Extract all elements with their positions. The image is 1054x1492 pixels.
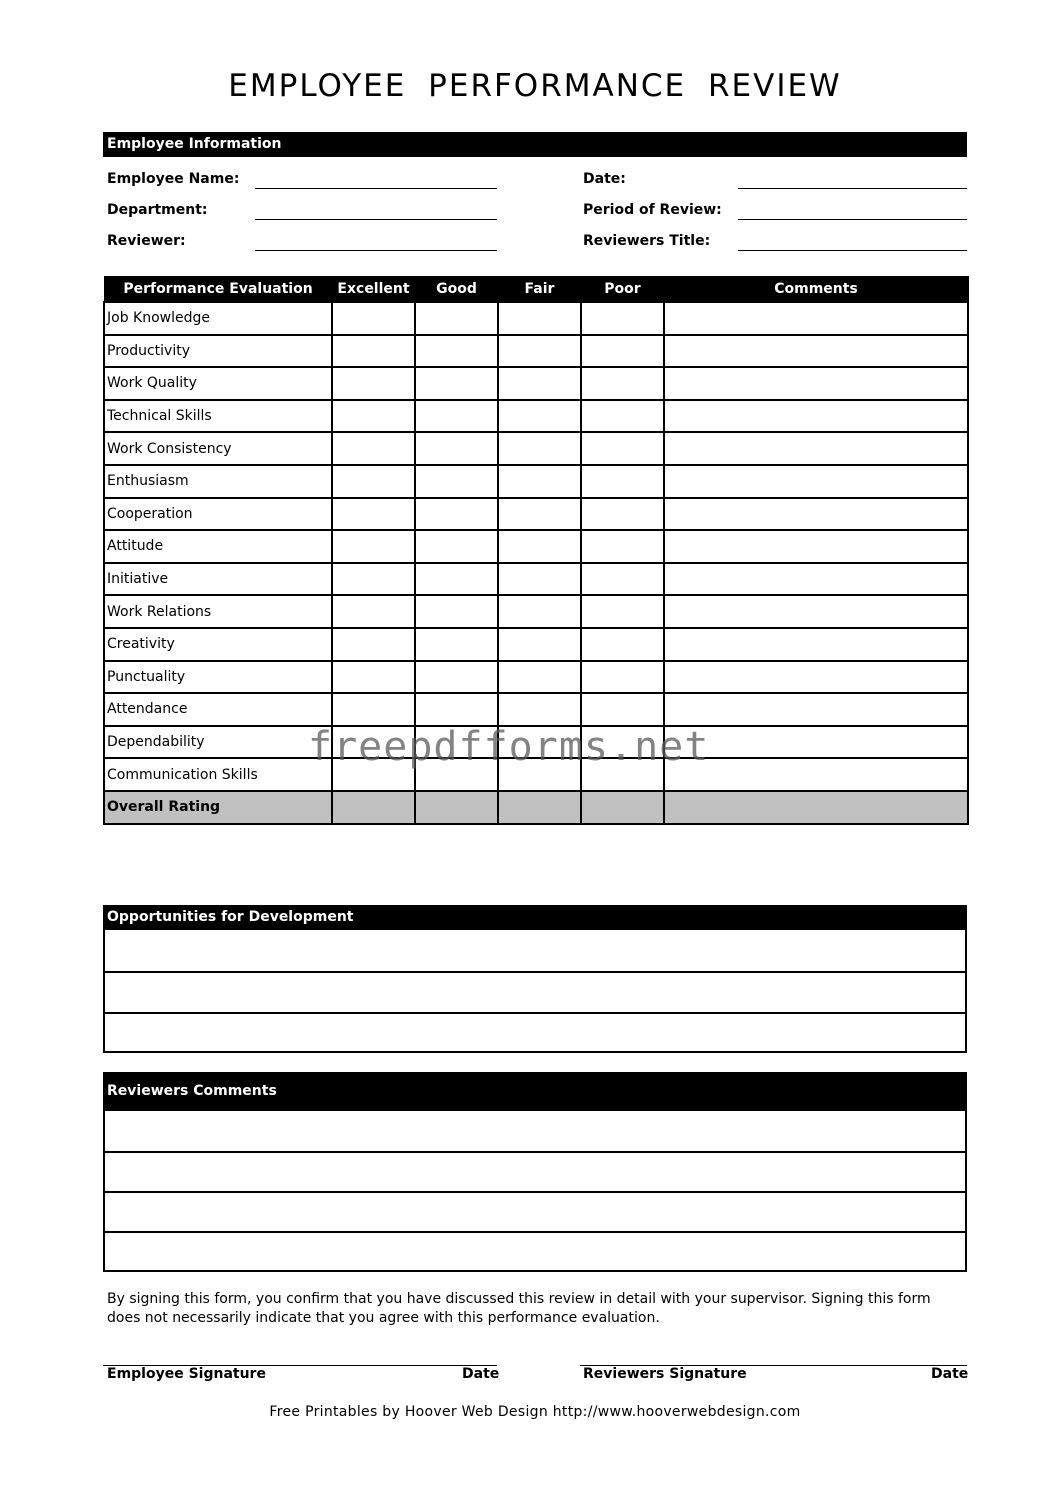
comments-cell[interactable] <box>664 367 968 400</box>
criterion-label: Attitude <box>104 530 332 563</box>
table-row <box>104 693 968 726</box>
comments-cell[interactable] <box>664 661 968 694</box>
header-poor: Poor <box>581 277 664 303</box>
excellent-cell[interactable] <box>332 791 415 824</box>
poor-cell[interactable] <box>581 791 664 824</box>
fair-cell[interactable] <box>498 791 581 824</box>
excellent-cell[interactable] <box>332 530 415 563</box>
reviewer-signature-label: Reviewers Signature <box>583 1366 747 1382</box>
acknowledgement-statement: By signing this form, you confirm that you have discussed this review in detail with your supervisor. Signing this form does not necessarily indicate that you agree with this performance evaluation. <box>107 1291 931 1326</box>
criterion-label: Enthusiasm <box>104 465 332 498</box>
watermark: freepdfforms.net <box>308 724 710 770</box>
excellent-cell[interactable] <box>332 563 415 596</box>
comments-cell[interactable] <box>664 335 968 368</box>
poor-cell[interactable] <box>581 563 664 596</box>
comment-line[interactable] <box>105 1111 965 1151</box>
excellent-cell[interactable] <box>332 498 415 531</box>
fair-cell[interactable] <box>498 595 581 628</box>
criterion-label: Job Knowledge <box>104 302 332 335</box>
fair-cell[interactable] <box>498 400 581 433</box>
criterion-label: Technical Skills <box>104 400 332 433</box>
table-row <box>104 595 968 628</box>
poor-cell[interactable] <box>581 400 664 433</box>
table-row <box>104 498 968 531</box>
table-row <box>104 367 968 400</box>
fair-cell[interactable] <box>498 563 581 596</box>
header-fair: Fair <box>498 277 581 303</box>
header-good: Good <box>415 277 498 303</box>
comments-cell[interactable] <box>664 563 968 596</box>
excellent-cell[interactable] <box>332 693 415 726</box>
good-cell[interactable] <box>415 726 498 759</box>
reviewer-date-label: Date <box>931 1366 969 1382</box>
table-row <box>104 726 968 759</box>
department-label: Department: <box>107 202 208 218</box>
good-cell[interactable] <box>415 335 498 368</box>
good-cell[interactable] <box>415 563 498 596</box>
fair-cell[interactable] <box>498 758 581 791</box>
period-label: Period of Review: <box>583 202 722 218</box>
comments-cell[interactable] <box>664 693 968 726</box>
good-cell[interactable] <box>415 661 498 694</box>
fair-cell[interactable] <box>498 498 581 531</box>
overall-rating-label: Overall Rating <box>104 791 332 824</box>
table-row <box>104 530 968 563</box>
good-cell[interactable] <box>415 302 498 335</box>
fair-cell[interactable] <box>498 302 581 335</box>
good-cell[interactable] <box>415 432 498 465</box>
good-cell[interactable] <box>415 791 498 824</box>
excellent-cell[interactable] <box>332 758 415 791</box>
poor-cell[interactable] <box>581 465 664 498</box>
comment-line[interactable] <box>105 1151 965 1191</box>
excellent-cell[interactable] <box>332 432 415 465</box>
poor-cell[interactable] <box>581 595 664 628</box>
table-row <box>104 758 968 791</box>
comments-cell[interactable] <box>664 791 968 824</box>
good-cell[interactable] <box>415 465 498 498</box>
overall-rating-row <box>104 791 968 824</box>
reviewer-title-label: Reviewers Title: <box>583 233 711 249</box>
comments-cell[interactable] <box>664 432 968 465</box>
table-row <box>104 563 968 596</box>
date-field[interactable] <box>738 188 967 189</box>
comments-cell[interactable] <box>664 628 968 661</box>
criterion-label: Work Relations <box>104 595 332 628</box>
comments-cell[interactable] <box>664 726 968 759</box>
development-line[interactable] <box>105 1012 965 1051</box>
poor-cell[interactable] <box>581 661 664 694</box>
criterion-label: Dependability <box>104 726 332 759</box>
fair-cell[interactable] <box>498 335 581 368</box>
poor-cell[interactable] <box>581 758 664 791</box>
header-excellent: Excellent <box>332 277 415 303</box>
criterion-label: Work Quality <box>104 367 332 400</box>
development-line[interactable] <box>105 971 965 1012</box>
poor-cell[interactable] <box>581 302 664 335</box>
good-cell[interactable] <box>415 400 498 433</box>
employee-info-heading: Employee Information <box>103 132 967 157</box>
employee-name-field[interactable] <box>255 188 497 189</box>
header-comments: Comments <box>664 277 968 303</box>
excellent-cell[interactable] <box>332 335 415 368</box>
fair-cell[interactable] <box>498 726 581 759</box>
table-row <box>104 432 968 465</box>
table-row <box>104 465 968 498</box>
good-cell[interactable] <box>415 530 498 563</box>
good-cell[interactable] <box>415 367 498 400</box>
table-header-row <box>104 277 968 303</box>
poor-cell[interactable] <box>581 432 664 465</box>
excellent-cell[interactable] <box>332 302 415 335</box>
good-cell[interactable] <box>415 758 498 791</box>
criterion-label: Creativity <box>104 628 332 661</box>
fair-cell[interactable] <box>498 693 581 726</box>
good-cell[interactable] <box>415 628 498 661</box>
reviewer-field[interactable] <box>255 250 497 251</box>
excellent-cell[interactable] <box>332 628 415 661</box>
comments-cell[interactable] <box>664 530 968 563</box>
good-cell[interactable] <box>415 595 498 628</box>
fair-cell[interactable] <box>498 661 581 694</box>
comments-cell[interactable] <box>664 302 968 335</box>
poor-cell[interactable] <box>581 498 664 531</box>
employee-date-label: Date <box>462 1366 500 1382</box>
comments-cell[interactable] <box>664 498 968 531</box>
development-heading: Opportunities for Development <box>103 905 967 930</box>
criterion-label: Productivity <box>104 335 332 368</box>
performance-evaluation-table <box>103 276 969 825</box>
criterion-label: Cooperation <box>104 498 332 531</box>
development-line[interactable] <box>105 930 965 971</box>
poor-cell[interactable] <box>581 693 664 726</box>
comments-cell[interactable] <box>664 400 968 433</box>
comment-line[interactable] <box>105 1191 965 1231</box>
excellent-cell[interactable] <box>332 726 415 759</box>
reviewer-comments-heading: Reviewers Comments <box>103 1072 967 1111</box>
department-field[interactable] <box>255 219 497 220</box>
poor-cell[interactable] <box>581 628 664 661</box>
criterion-label: Initiative <box>104 563 332 596</box>
excellent-cell[interactable] <box>332 400 415 433</box>
excellent-cell[interactable] <box>332 367 415 400</box>
fair-cell[interactable] <box>498 432 581 465</box>
footer-credit: Free Printables by Hoover Web Design http://www.hooverwebdesign.com <box>269 1404 801 1420</box>
table-row <box>104 335 968 368</box>
fair-cell[interactable] <box>498 628 581 661</box>
table-row <box>104 302 968 335</box>
comments-cell[interactable] <box>664 758 968 791</box>
fair-cell[interactable] <box>498 530 581 563</box>
employee-signature-label: Employee Signature <box>107 1366 266 1382</box>
fair-cell[interactable] <box>498 465 581 498</box>
employee-name-label: Employee Name: <box>107 171 240 187</box>
poor-cell[interactable] <box>581 367 664 400</box>
criterion-label: Attendance <box>104 693 332 726</box>
reviewer-title-field[interactable] <box>738 250 967 251</box>
page-title: EMPLOYEE PERFORMANCE REVIEW <box>228 68 842 104</box>
comments-cell[interactable] <box>664 465 968 498</box>
poor-cell[interactable] <box>581 335 664 368</box>
poor-cell[interactable] <box>581 530 664 563</box>
comment-line[interactable] <box>105 1231 965 1270</box>
development-box <box>103 930 967 1053</box>
header-criteria: Performance Evaluation <box>104 277 332 303</box>
table-row <box>104 400 968 433</box>
comments-cell[interactable] <box>664 595 968 628</box>
excellent-cell[interactable] <box>332 465 415 498</box>
table-row <box>104 661 968 694</box>
date-label: Date: <box>583 171 626 187</box>
reviewer-label: Reviewer: <box>107 233 186 249</box>
criterion-label: Work Consistency <box>104 432 332 465</box>
good-cell[interactable] <box>415 693 498 726</box>
good-cell[interactable] <box>415 498 498 531</box>
excellent-cell[interactable] <box>332 661 415 694</box>
period-field[interactable] <box>738 219 967 220</box>
criterion-label: Communication Skills <box>104 758 332 791</box>
poor-cell[interactable] <box>581 726 664 759</box>
excellent-cell[interactable] <box>332 595 415 628</box>
reviewer-comments-box <box>103 1111 967 1272</box>
table-row <box>104 628 968 661</box>
criterion-label: Punctuality <box>104 661 332 694</box>
fair-cell[interactable] <box>498 367 581 400</box>
